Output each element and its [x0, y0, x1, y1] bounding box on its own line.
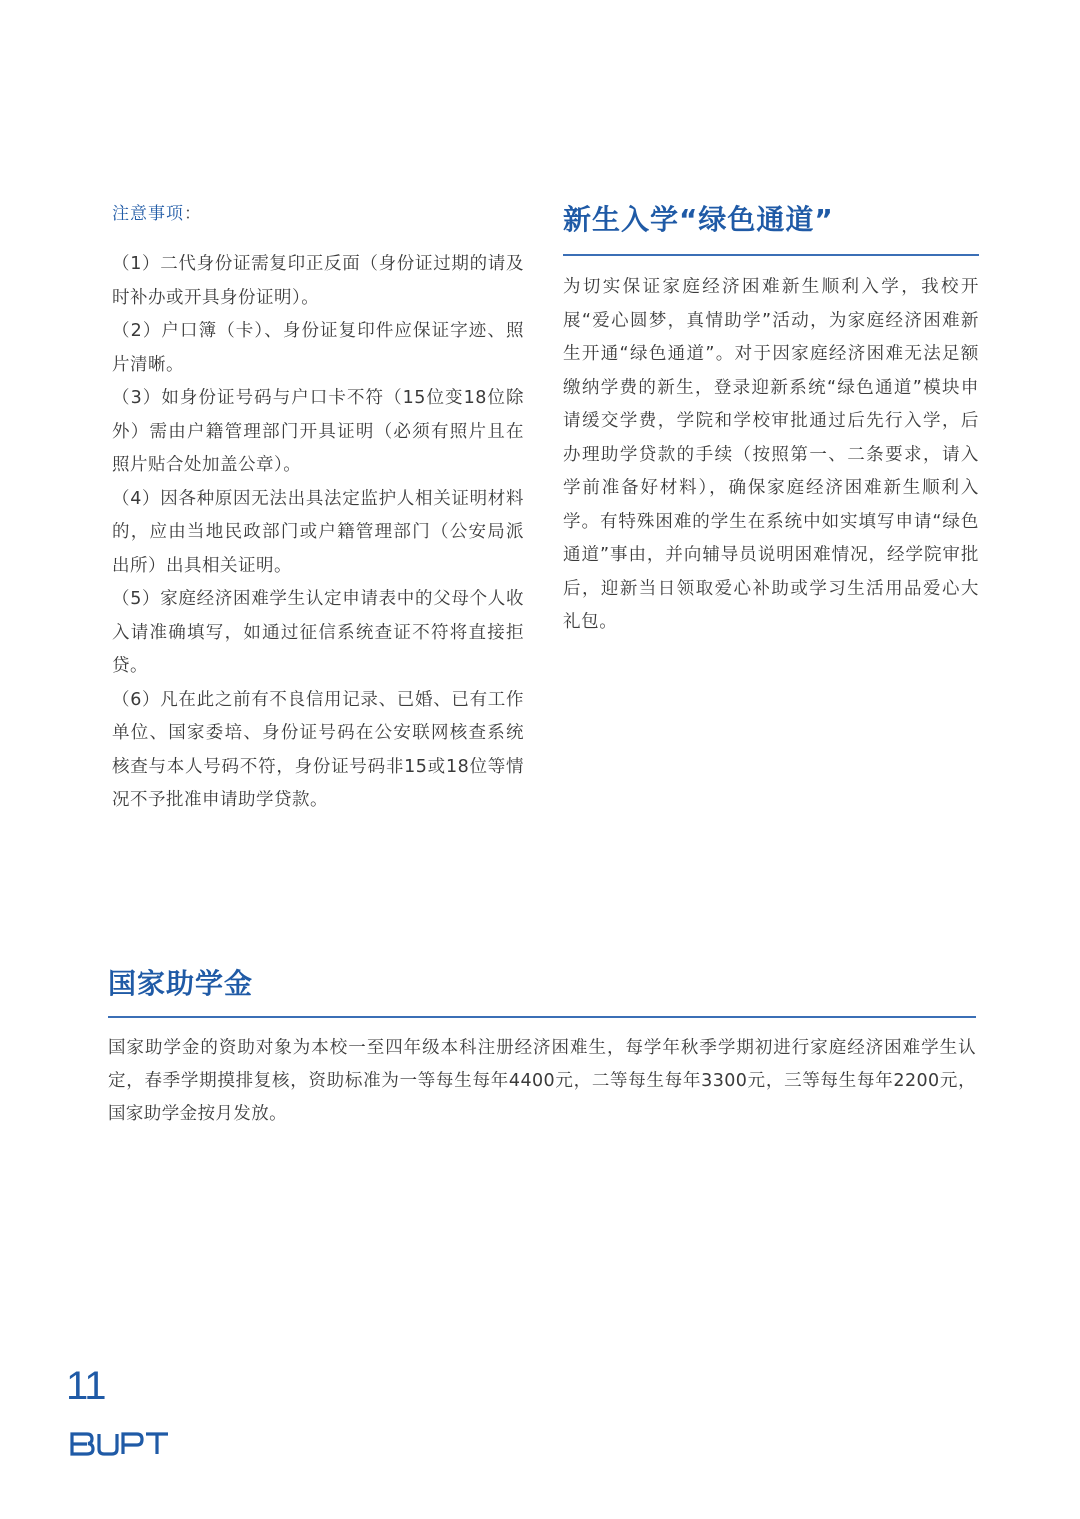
note-item-2: （2）户口簿（卡）、身份证复印件应保证字迹、照片清晰。 [112, 321, 524, 375]
national-grant-body: 国家助学金的资助对象为本校一至四年级本科注册经济困难生，每学年秋季学期初进行家庭经济困难学生认定，春季学期摸排复核，资助标准为一等每生每年4400元，二等每生每年3300元，三等每生每年2200元，国家助学金按月发放。 [108, 1038, 976, 1124]
bupt-logo [70, 1431, 170, 1457]
note-item-6: （6）凡在此之前有不良信用记录、已婚、已有工作单位、国家委培、身份证号码在公安联网核查系统核查与本人号码不符，身份证号码非15或18位等情况不予批准申请助学贷款。 [112, 689, 524, 810]
national-grant-section [108, 962, 976, 1131]
national-grant-title: 国家助学金 [108, 967, 254, 1000]
note-item-4: （4）因各种原因无法出具法定监护人相关证明材料的，应由当地民政部门或户籍管理部门（公安局派出所）出具相关证明。 [112, 488, 524, 576]
national-grant-divider [108, 1016, 976, 1018]
note-item-5: （5）家庭经济困难学生认定申请表中的父母个人收入请准确填写，如通过征信系统查证不符将直接拒贷。 [112, 589, 524, 676]
green-channel-title: 新生入学“绿色通道” [563, 203, 834, 236]
notes-heading [112, 200, 524, 228]
note-item-1: （1）二代身份证需复印正反面（身份证过期的请及时补办或开具身份证明）。 [112, 254, 524, 308]
page-number: 11 [66, 1364, 106, 1408]
notes-title: 注意事项 [112, 204, 184, 224]
notes-title-colon: ： [184, 204, 202, 224]
notes-section [112, 200, 524, 818]
green-channel-section [563, 198, 979, 640]
green-channel-body: 为切实保证家庭经济困难新生顺利入学，我校开展“爱心圆梦，真情助学”活动，为家庭经济困难新生开通“绿色通道”。对于因家庭经济困难无法足额缴纳学费的新生，登录迎新系统“绿色通道”模块申请缓交学费，学院和学校审批通过后先行入学，后办理助学贷款的手续（按照第一、二条要求，请入学前准备好材料），确保家庭经济困难新生顺利入学。有特殊困难的学生在系统中如实填写申请“绿色通道”事由，并向辅导员说明困难情况，经学院审批后，迎新当日领取爱心补助或学习生活用品爱心大礼包。 [563, 277, 979, 632]
note-item-3: （3）如身份证号码与户口卡不符（15位变18位除外）需由户籍管理部门开具证明（必须有照片且在照片贴合处加盖公章）。 [112, 388, 524, 475]
green-channel-divider [563, 254, 979, 256]
